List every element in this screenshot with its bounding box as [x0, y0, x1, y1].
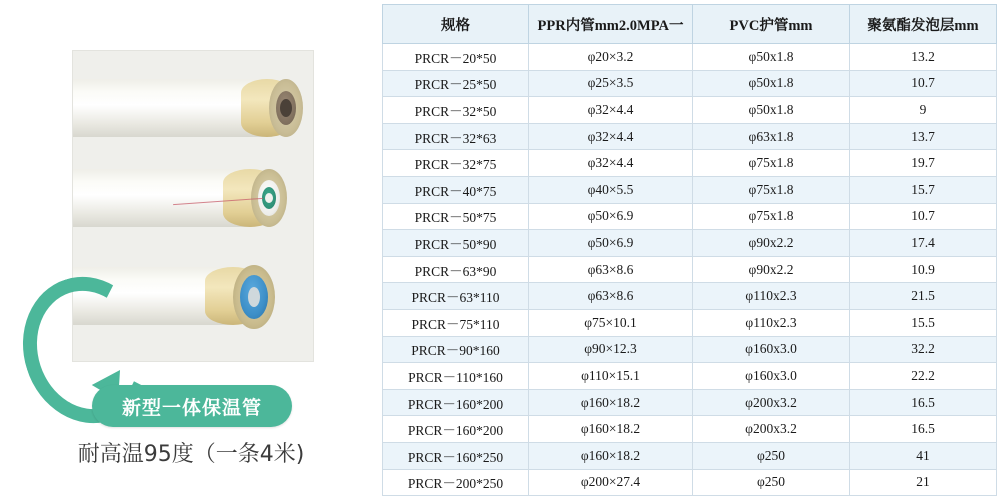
- spec-table-panel: [382, 0, 1002, 496]
- cell-pvc-outer-pipe: φ50x1.8: [693, 44, 850, 71]
- cell-spec: PRCR－50*90: [383, 230, 529, 257]
- table-row: [383, 44, 997, 71]
- cell-pvc-outer-pipe: φ75x1.8: [693, 150, 850, 177]
- cell-pvc-outer-pipe: φ200x3.2: [693, 389, 850, 416]
- table-row: [383, 176, 997, 203]
- cell-ppr-inner-pipe: φ200×27.4: [529, 469, 693, 496]
- column-header-spec: 规格: [383, 5, 529, 44]
- cell-ppr-inner-pipe: φ32×4.4: [529, 123, 693, 150]
- table-row: [383, 283, 997, 310]
- cell-ppr-inner-pipe: φ63×8.6: [529, 283, 693, 310]
- cell-spec: PRCR－160*200: [383, 389, 529, 416]
- product-name-label: 新型一体保温管: [121, 396, 262, 419]
- cell-spec: PRCR－160*250: [383, 442, 529, 469]
- cell-pu-foam-layer: 41: [850, 442, 997, 469]
- cell-pvc-outer-pipe: φ110x2.3: [693, 309, 850, 336]
- table-row: [383, 389, 997, 416]
- cell-spec: PRCR－63*110: [383, 283, 529, 310]
- cell-pu-foam-layer: 16.5: [850, 416, 997, 443]
- cell-pvc-outer-pipe: φ250: [693, 442, 850, 469]
- spec-table: [382, 4, 997, 496]
- cell-ppr-inner-pipe: φ20×3.2: [529, 44, 693, 71]
- cell-ppr-inner-pipe: φ90×12.3: [529, 336, 693, 363]
- pipe-top-bore: [280, 99, 292, 117]
- cell-pu-foam-layer: 13.7: [850, 123, 997, 150]
- cell-spec: PRCR－160*200: [383, 416, 529, 443]
- table-row: [383, 256, 997, 283]
- cell-spec: PRCR－63*90: [383, 256, 529, 283]
- cell-ppr-inner-pipe: φ50×6.9: [529, 230, 693, 257]
- table-row: [383, 123, 997, 150]
- pipe-bottom-bore: [248, 287, 260, 307]
- cell-spec: PRCR－90*160: [383, 336, 529, 363]
- table-row: [383, 469, 997, 496]
- cell-pvc-outer-pipe: φ50x1.8: [693, 97, 850, 124]
- pipe-middle-bore: [265, 193, 273, 203]
- cell-spec: PRCR－32*50: [383, 97, 529, 124]
- table-row: [383, 97, 997, 124]
- cell-pu-foam-layer: 22.2: [850, 363, 997, 390]
- cell-spec: PRCR－50*75: [383, 203, 529, 230]
- spec-table-body: [383, 44, 997, 496]
- cell-pu-foam-layer: 21: [850, 469, 997, 496]
- table-row: [383, 336, 997, 363]
- cell-ppr-inner-pipe: φ50×6.9: [529, 203, 693, 230]
- cell-ppr-inner-pipe: φ40×5.5: [529, 176, 693, 203]
- cell-ppr-inner-pipe: φ75×10.1: [529, 309, 693, 336]
- cell-ppr-inner-pipe: φ160×18.2: [529, 442, 693, 469]
- cell-ppr-inner-pipe: φ160×18.2: [529, 416, 693, 443]
- cell-pu-foam-layer: 16.5: [850, 389, 997, 416]
- cell-ppr-inner-pipe: φ32×4.4: [529, 97, 693, 124]
- cell-ppr-inner-pipe: φ25×3.5: [529, 70, 693, 97]
- cell-pvc-outer-pipe: φ50x1.8: [693, 70, 850, 97]
- cell-pu-foam-layer: 9: [850, 97, 997, 124]
- cell-pu-foam-layer: 15.7: [850, 176, 997, 203]
- spec-table-head: [383, 5, 997, 44]
- cell-pvc-outer-pipe: φ63x1.8: [693, 123, 850, 150]
- cell-spec: PRCR－32*63: [383, 123, 529, 150]
- column-header-pu-foam-layer: 聚氨酯发泡层mm: [850, 5, 997, 44]
- cell-pvc-outer-pipe: φ160x3.0: [693, 336, 850, 363]
- product-visual-panel: [0, 0, 382, 496]
- cell-spec: PRCR－20*50: [383, 44, 529, 71]
- cell-pu-foam-layer: 32.2: [850, 336, 997, 363]
- cell-pvc-outer-pipe: φ90x2.2: [693, 230, 850, 257]
- column-header-ppr-inner-pipe: PPR内管mm2.0MPA一: [529, 5, 693, 44]
- cell-pvc-outer-pipe: φ200x3.2: [693, 416, 850, 443]
- table-row: [383, 416, 997, 443]
- cell-spec: PRCR－75*110: [383, 309, 529, 336]
- cell-pu-foam-layer: 10.9: [850, 256, 997, 283]
- cell-pvc-outer-pipe: φ160x3.0: [693, 363, 850, 390]
- table-row: [383, 150, 997, 177]
- cell-pvc-outer-pipe: φ75x1.8: [693, 176, 850, 203]
- table-row: [383, 442, 997, 469]
- product-name-badge: [92, 385, 292, 427]
- cell-spec: PRCR－200*250: [383, 469, 529, 496]
- cell-pu-foam-layer: 19.7: [850, 150, 997, 177]
- cell-pvc-outer-pipe: φ90x2.2: [693, 256, 850, 283]
- cell-ppr-inner-pipe: φ63×8.6: [529, 256, 693, 283]
- cell-pu-foam-layer: 21.5: [850, 283, 997, 310]
- cell-pvc-outer-pipe: φ250: [693, 469, 850, 496]
- cell-pu-foam-layer: 10.7: [850, 70, 997, 97]
- cell-ppr-inner-pipe: φ110×15.1: [529, 363, 693, 390]
- cell-ppr-inner-pipe: φ32×4.4: [529, 150, 693, 177]
- cell-pu-foam-layer: 13.2: [850, 44, 997, 71]
- table-header-row: [383, 5, 997, 44]
- cell-pvc-outer-pipe: φ110x2.3: [693, 283, 850, 310]
- cell-spec: PRCR－32*75: [383, 150, 529, 177]
- cell-spec: PRCR－25*50: [383, 70, 529, 97]
- column-header-pvc-outer-pipe: PVC护管mm: [693, 5, 850, 44]
- table-row: [383, 230, 997, 257]
- table-row: [383, 363, 997, 390]
- table-row: [383, 203, 997, 230]
- cell-pu-foam-layer: 17.4: [850, 230, 997, 257]
- table-row: [383, 309, 997, 336]
- table-row: [383, 70, 997, 97]
- product-caption: 耐高温95度（一条4米): [77, 442, 305, 467]
- cell-spec: PRCR－110*160: [383, 363, 529, 390]
- cell-spec: PRCR－40*75: [383, 176, 529, 203]
- cell-pu-foam-layer: 10.7: [850, 203, 997, 230]
- cell-pvc-outer-pipe: φ75x1.8: [693, 203, 850, 230]
- cell-pu-foam-layer: 15.5: [850, 309, 997, 336]
- cell-ppr-inner-pipe: φ160×18.2: [529, 389, 693, 416]
